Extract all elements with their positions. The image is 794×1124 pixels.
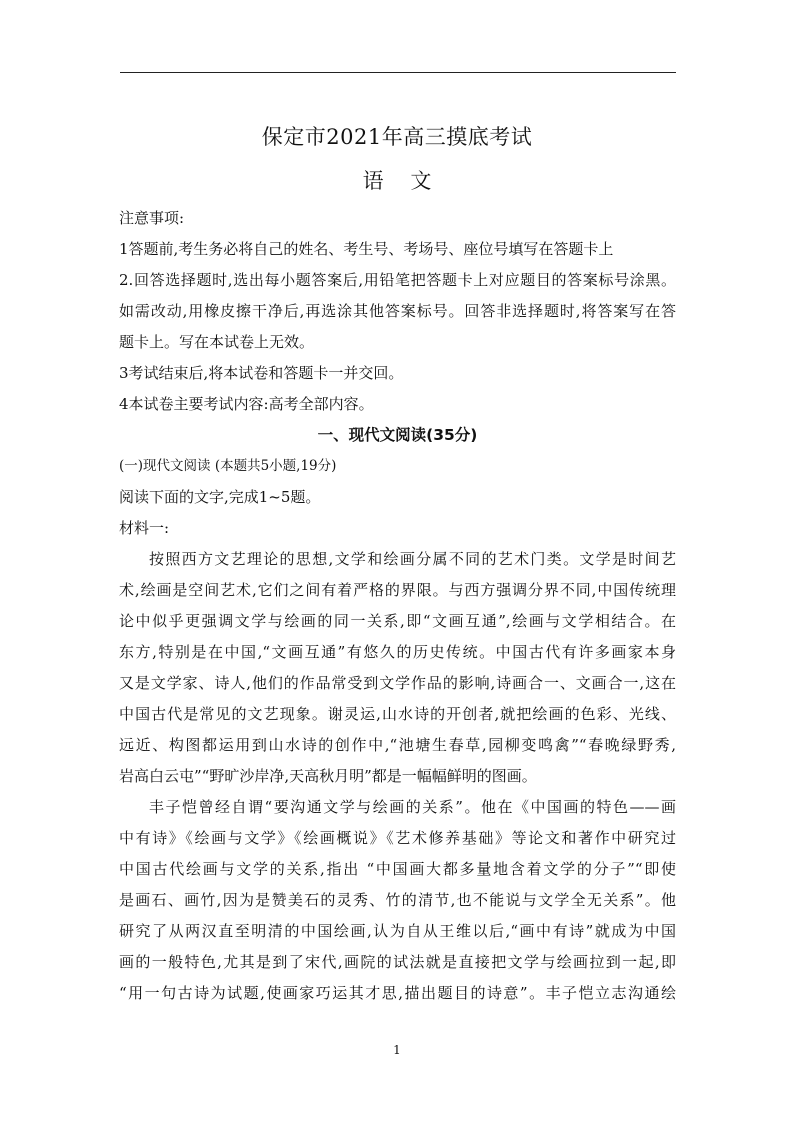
- subsection-heading: (一)现代文阅读 (本题共5小题,19分): [119, 458, 337, 474]
- paragraph-line: 东方,特别是在中国,“文画互通”有悠久的历史传统。中国古代有许多画家本身: [119, 643, 676, 661]
- paragraph-line: 又是文学家、诗人,他们的作品常受到文学作品的影响,诗画合一、文画合一,这在: [119, 674, 676, 692]
- header-rule: [120, 72, 676, 73]
- paragraph-line: 研究了从两汉直至明清的中国绘画,认为自从王维以后,“画中有诗”就成为中国: [119, 922, 676, 940]
- paragraph-line: 丰子恺曾经自谓“要沟通文学与绘画的关系”。他在《中国画的特色——画: [149, 798, 676, 816]
- page-number: 1: [393, 1043, 401, 1057]
- paragraph-line: 术,绘画是空间艺术,它们之间有着严格的界限。与西方强调分界不同,中国传统理: [119, 581, 676, 599]
- reading-instruction: 阅读下面的文字,完成1~5题。: [119, 488, 321, 506]
- paragraph-line: 中国古代绘画与文学的关系,指出 “中国画大都多量地含着文学的分子”“即使: [119, 860, 676, 878]
- notice-line: 3考试结束后,将本试卷和答题卡一并交回。: [119, 364, 404, 382]
- paragraph-line: 远近、构图都运用到山水诗的创作中,“池塘生春草,园柳变鸣禽”“春晚绿野秀,: [119, 736, 676, 754]
- paragraph-line: 岩高白云屯”“野旷沙岸净,天高秋月明”都是一幅幅鲜明的图画。: [119, 767, 537, 785]
- notice-line: 1答题前,考生务必将自己的姓名、考生号、考场号、座位号填写在答题卡上: [119, 240, 614, 258]
- document-body: [119, 203, 676, 1009]
- paragraph-line: 中国古代是常见的文艺现象。谢灵运,山水诗的开创者,就把绘画的色彩、光线、: [119, 705, 676, 723]
- paragraph-line: 按照西方文艺理论的思想,文学和绘画分属不同的艺术门类。文学是时间艺: [149, 550, 676, 568]
- paragraph-line: 中有诗》《绘画与文学》《绘画概说》《艺术修养基础》等论文和著作中研究过: [119, 829, 676, 847]
- notice-line: 题卡上。写在本试卷上无效。: [119, 333, 315, 351]
- notice-line: 2.回答选择题时,选出每小题答案后,用铅笔把答题卡上对应题目的答案标号涂黑。: [119, 271, 676, 289]
- paragraph-line: 论中似乎更强调文学与绘画的同一关系,即“文画互通”,绘画与文学相结合。在: [119, 612, 676, 630]
- notice-line: 4本试卷主要考试内容:高考全部内容。: [119, 395, 374, 413]
- material-label: 材料一:: [119, 519, 170, 537]
- paragraph-line: 是画石、画竹,因为是赞美石的灵秀、竹的清节,也不能说与文学全无关系”。他: [119, 891, 676, 909]
- notice-heading: 注意事项:: [119, 209, 185, 227]
- exam-subject: 语 文: [362, 169, 442, 193]
- section-heading: 一、现代文阅读(35分): [317, 426, 478, 444]
- paragraph-line: 画的一般特色,尤其是到了宋代,画院的试法就是直接把文学与绘画拉到一起,即: [119, 953, 676, 971]
- exam-title: 保定市2021年高三摸底考试: [261, 125, 533, 149]
- notice-line: 如需改动,用橡皮擦干净后,再选涂其他答案标号。回答非选择题时,将答案写在答: [119, 302, 676, 320]
- paragraph-line: “用一句古诗为试题,使画家巧运其才思,描出题目的诗意”。丰子恺立志沟通绘: [119, 984, 676, 1002]
